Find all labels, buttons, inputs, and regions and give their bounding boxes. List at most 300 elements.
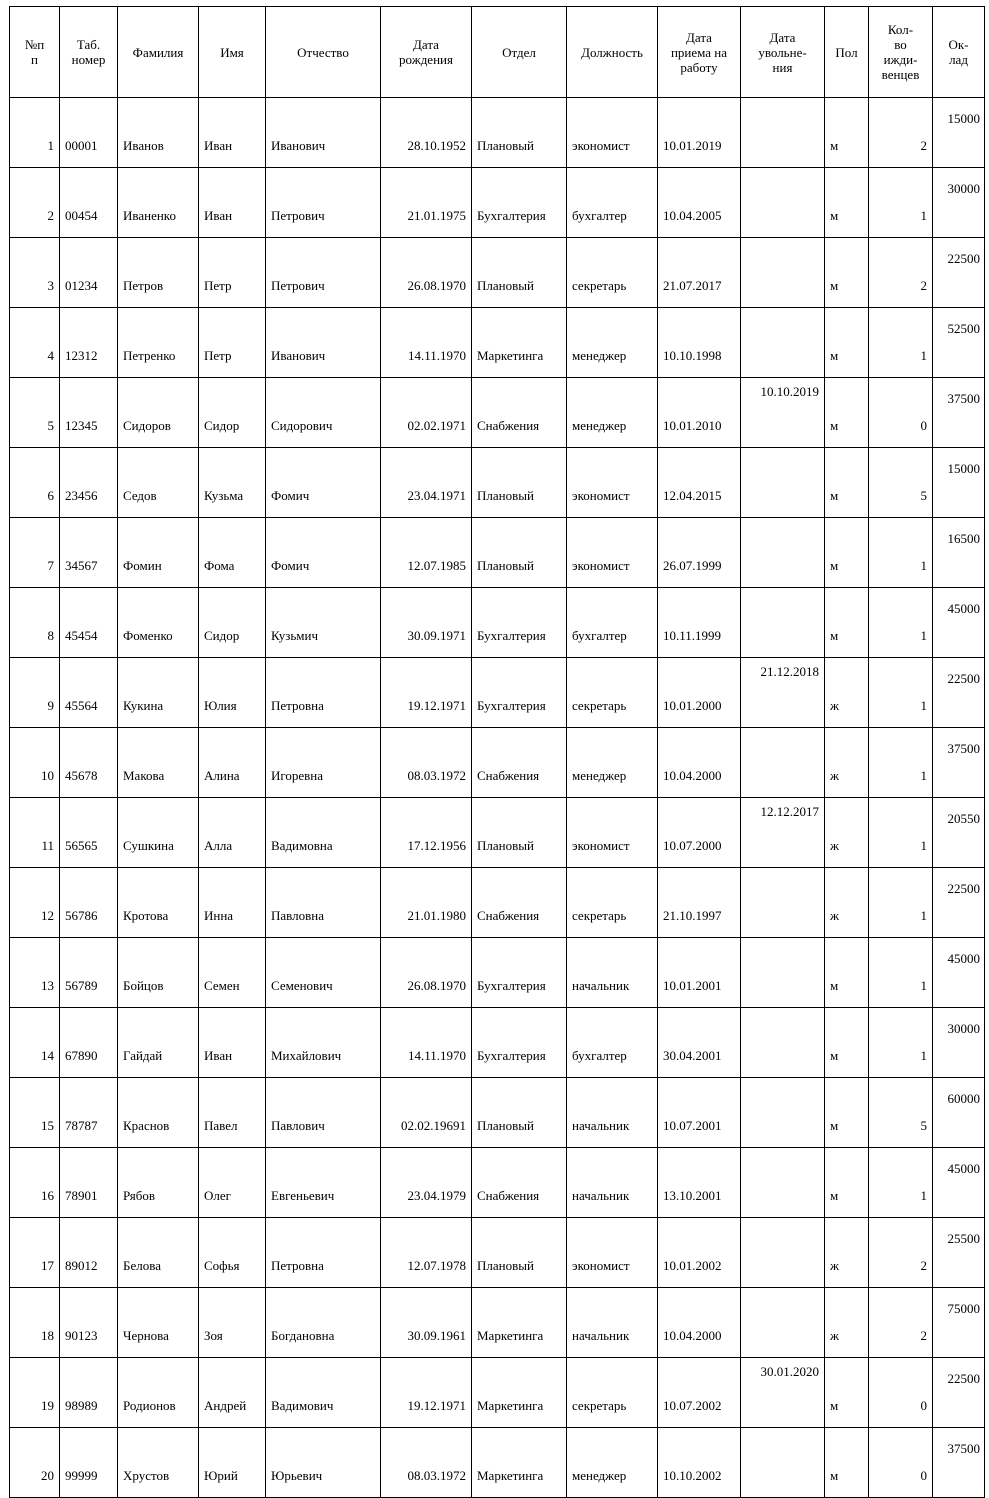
first-name-cell: Павел [199,1078,266,1148]
birth-date-cell: 26.08.1970 [381,938,472,1008]
table-row [10,238,985,308]
birth-date-cell: 21.01.1975 [381,168,472,238]
tab-number-cell: 89012 [60,1218,118,1288]
department-cell: Бухгалтерия [472,588,567,658]
sex-cell: ж [825,1218,869,1288]
position-cell: экономист [567,798,658,868]
row-number-cell: 6 [10,448,60,518]
tab-number-cell: 99999 [60,1428,118,1498]
patronymic-cell: Богдановна [266,1288,381,1358]
col-header-first-name [199,7,266,98]
tab-number-cell: 45678 [60,728,118,798]
row-number-cell: 1 [10,98,60,168]
patronymic-cell: Юрьевич [266,1428,381,1498]
last-name-cell: Петренко [118,308,199,378]
dependents-cell: 1 [869,728,933,798]
sex-cell: м [825,1078,869,1148]
dismissal-date-cell [741,1218,825,1288]
row-number-cell: 17 [10,1218,60,1288]
position-cell: менеджер [567,728,658,798]
dependents-cell: 1 [869,658,933,728]
birth-date-cell: 23.04.1979 [381,1148,472,1218]
department-cell: Плановый [472,238,567,308]
department-cell: Бухгалтерия [472,168,567,238]
hire-date-cell: 10.01.2000 [658,658,741,728]
position-cell: экономист [567,448,658,518]
row-number-cell: 18 [10,1288,60,1358]
first-name-cell: Фома [199,518,266,588]
header-text-line: Ок- [948,37,969,52]
last-name-cell: Родионов [118,1358,199,1428]
patronymic-cell: Евгеньевич [266,1148,381,1218]
patronymic-cell: Вадимовна [266,798,381,868]
position-cell: секретарь [567,238,658,308]
position-cell: секретарь [567,1358,658,1428]
department-cell: Плановый [472,448,567,518]
table-row [10,1288,985,1358]
position-cell: секретарь [567,658,658,728]
last-name-cell: Краснов [118,1078,199,1148]
dismissal-date-cell [741,588,825,658]
table-row [10,588,985,658]
table-header-row [10,7,985,98]
dependents-cell: 1 [869,168,933,238]
position-cell: бухгалтер [567,1008,658,1078]
dismissal-date-cell [741,1008,825,1078]
department-cell: Снабжения [472,1148,567,1218]
hire-date-cell: 10.07.2001 [658,1078,741,1148]
first-name-cell: Кузьма [199,448,266,518]
last-name-cell: Хрустов [118,1428,199,1498]
table-row [10,938,985,1008]
sex-cell: м [825,588,869,658]
header-text-line: приема на [670,44,728,60]
table-row [10,378,985,448]
row-number-cell: 15 [10,1078,60,1148]
dismissal-date-cell [741,518,825,588]
header-text-line: работу [680,59,718,75]
last-name-cell: Фомин [118,518,199,588]
dismissal-date-cell: 10.10.2019 [741,378,825,448]
first-name-cell: Иван [199,168,266,238]
last-name-cell: Кукина [118,658,199,728]
dismissal-date-cell: 21.12.2018 [741,658,825,728]
hire-date-cell: 10.10.1998 [658,308,741,378]
department-cell: Плановый [472,798,567,868]
last-name-cell: Сушкина [118,798,199,868]
col-header-department [472,7,567,98]
table-row [10,1008,985,1078]
header-text-line: во [894,37,907,52]
row-number-cell: 2 [10,168,60,238]
dismissal-date-cell [741,98,825,168]
table-row [10,518,985,588]
table-row [10,1078,985,1148]
salary-cell: 75000 [933,1288,985,1358]
position-cell: секретарь [567,868,658,938]
first-name-cell: Сидор [199,378,266,448]
hire-date-cell: 10.04.2005 [658,168,741,238]
dependents-cell: 1 [869,1008,933,1078]
dependents-cell: 1 [869,868,933,938]
first-name-cell: Олег [199,1148,266,1218]
first-name-cell: Андрей [199,1358,266,1428]
sex-cell: м [825,1008,869,1078]
dependents-cell: 2 [869,98,933,168]
birth-date-cell: 17.12.1956 [381,798,472,868]
dependents-cell: 1 [869,518,933,588]
patronymic-cell: Петровна [266,658,381,728]
table-row [10,98,985,168]
department-cell: Снабжения [472,728,567,798]
header-text-line: Фамилия [132,44,184,60]
header-text-line: Имя [220,44,244,60]
dismissal-date-cell [741,238,825,308]
dependents-cell: 1 [869,1148,933,1218]
sex-cell: м [825,1358,869,1428]
header-text-line: лад [949,52,968,67]
dependents-cell: 1 [869,308,933,378]
col-header-dismissal-date [741,7,825,98]
sex-cell: ж [825,658,869,728]
department-cell: Плановый [472,1218,567,1288]
table-row [10,448,985,518]
birth-date-cell: 21.01.1980 [381,868,472,938]
header-text-line: Отдел [502,44,536,60]
department-cell: Плановый [472,1078,567,1148]
tab-number-cell: 00001 [60,98,118,168]
salary-cell: 15000 [933,448,985,518]
header-text-line: Кол- [887,22,914,37]
tab-number-cell: 00454 [60,168,118,238]
patronymic-cell: Петровна [266,1218,381,1288]
dependents-cell: 0 [869,1358,933,1428]
header-text-line: Пол [835,44,858,60]
hire-date-cell: 10.07.2002 [658,1358,741,1428]
table-row [10,798,985,868]
salary-cell: 16500 [933,518,985,588]
dismissal-date-cell [741,868,825,938]
salary-cell: 30000 [933,168,985,238]
table-row [10,1358,985,1428]
birth-date-cell: 26.08.1970 [381,238,472,308]
row-number-cell: 5 [10,378,60,448]
sex-cell: м [825,238,869,308]
sex-cell: м [825,1148,869,1218]
last-name-cell: Фоменко [118,588,199,658]
header-text-line: №п [24,37,45,52]
dependents-cell: 2 [869,238,933,308]
header-text-line: Дата [686,29,712,45]
header-text-line: ния [772,59,793,75]
tab-number-cell: 45564 [60,658,118,728]
header-text-line: венцев [881,67,920,82]
tab-number-cell: 12312 [60,308,118,378]
last-name-cell: Петров [118,238,199,308]
hire-date-cell: 10.04.2000 [658,728,741,798]
table-row [10,728,985,798]
hire-date-cell: 21.07.2017 [658,238,741,308]
tab-number-cell: 34567 [60,518,118,588]
col-header-birth-date [381,7,472,98]
salary-cell: 37500 [933,378,985,448]
row-number-cell: 19 [10,1358,60,1428]
birth-date-cell: 30.09.1971 [381,588,472,658]
hire-date-cell: 10.01.2019 [658,98,741,168]
header-text-line: Таб. [76,37,101,52]
tab-number-cell: 78787 [60,1078,118,1148]
table-row [10,658,985,728]
salary-cell: 45000 [933,588,985,658]
salary-cell: 25500 [933,1218,985,1288]
hire-date-cell: 10.01.2002 [658,1218,741,1288]
first-name-cell: Инна [199,868,266,938]
department-cell: Бухгалтерия [472,658,567,728]
row-number-cell: 8 [10,588,60,658]
sex-cell: м [825,518,869,588]
birth-date-cell: 02.02.1971 [381,378,472,448]
birth-date-cell: 28.10.1952 [381,98,472,168]
hire-date-cell: 21.10.1997 [658,868,741,938]
patronymic-cell: Фомич [266,518,381,588]
position-cell: экономист [567,98,658,168]
patronymic-cell: Павлович [266,1078,381,1148]
dependents-cell: 0 [869,1428,933,1498]
patronymic-cell: Сидорович [266,378,381,448]
salary-cell: 60000 [933,1078,985,1148]
first-name-cell: Петр [199,308,266,378]
col-header-patronymic [266,7,381,98]
sex-cell: м [825,1428,869,1498]
row-number-cell: 16 [10,1148,60,1218]
hire-date-cell: 10.10.2002 [658,1428,741,1498]
dependents-cell: 5 [869,448,933,518]
patronymic-cell: Петрович [266,168,381,238]
hire-date-cell: 10.04.2000 [658,1288,741,1358]
birth-date-cell: 08.03.1972 [381,728,472,798]
birth-date-cell: 30.09.1961 [381,1288,472,1358]
patronymic-cell: Кузьмич [266,588,381,658]
department-cell: Маркетинга [472,1358,567,1428]
hire-date-cell: 12.04.2015 [658,448,741,518]
department-cell: Бухгалтерия [472,1008,567,1078]
hire-date-cell: 10.01.2001 [658,938,741,1008]
position-cell: начальник [567,1078,658,1148]
birth-date-cell: 02.02.19691 [381,1078,472,1148]
header-text-line: Отчество [297,44,349,60]
dependents-cell: 1 [869,938,933,1008]
position-cell: начальник [567,1288,658,1358]
dismissal-date-cell [741,938,825,1008]
row-number-cell: 13 [10,938,60,1008]
position-cell: менеджер [567,378,658,448]
birth-date-cell: 08.03.1972 [381,1428,472,1498]
last-name-cell: Иваненко [118,168,199,238]
birth-date-cell: 23.04.1971 [381,448,472,518]
dependents-cell: 1 [869,798,933,868]
dismissal-date-cell [741,1078,825,1148]
birth-date-cell: 12.07.1978 [381,1218,472,1288]
first-name-cell: Петр [199,238,266,308]
hire-date-cell: 13.10.2001 [658,1148,741,1218]
first-name-cell: Алина [199,728,266,798]
tab-number-cell: 67890 [60,1008,118,1078]
table-row [10,868,985,938]
table-row [10,308,985,378]
birth-date-cell: 19.12.1971 [381,658,472,728]
tab-number-cell: 01234 [60,238,118,308]
row-number-cell: 9 [10,658,60,728]
last-name-cell: Белова [118,1218,199,1288]
first-name-cell: Юлия [199,658,266,728]
tab-number-cell: 98989 [60,1358,118,1428]
dependents-cell: 0 [869,378,933,448]
dismissal-date-cell: 30.01.2020 [741,1358,825,1428]
department-cell: Маркетинга [472,308,567,378]
dismissal-date-cell [741,308,825,378]
col-header-tab-number [60,7,118,98]
department-cell: Плановый [472,518,567,588]
salary-cell: 22500 [933,238,985,308]
sex-cell: м [825,308,869,378]
table-row [10,1428,985,1498]
position-cell: менеджер [567,1428,658,1498]
hire-date-cell: 26.07.1999 [658,518,741,588]
sex-cell: ж [825,868,869,938]
hire-date-cell: 10.07.2000 [658,798,741,868]
table-row [10,1148,985,1218]
position-cell: начальник [567,938,658,1008]
row-number-cell: 12 [10,868,60,938]
col-header-last-name [118,7,199,98]
col-header-row-number [10,7,60,98]
employee-table [9,6,985,1498]
position-cell: бухгалтер [567,168,658,238]
dismissal-date-cell [741,1288,825,1358]
sex-cell: м [825,448,869,518]
dismissal-date-cell [741,1148,825,1218]
first-name-cell: Зоя [199,1288,266,1358]
table-row [10,168,985,238]
department-cell: Маркетинга [472,1288,567,1358]
col-header-salary [933,7,985,98]
salary-cell: 22500 [933,1358,985,1428]
dismissal-date-cell [741,728,825,798]
sex-cell: м [825,378,869,448]
first-name-cell: Семен [199,938,266,1008]
col-header-position [567,7,658,98]
dismissal-date-cell: 12.12.2017 [741,798,825,868]
last-name-cell: Сидоров [118,378,199,448]
birth-date-cell: 14.11.1970 [381,1008,472,1078]
employee-table-container [9,6,984,1498]
birth-date-cell: 14.11.1970 [381,308,472,378]
tab-number-cell: 56789 [60,938,118,1008]
row-number-cell: 3 [10,238,60,308]
tab-number-cell: 90123 [60,1288,118,1358]
salary-cell: 30000 [933,1008,985,1078]
sex-cell: м [825,938,869,1008]
department-cell: Снабжения [472,868,567,938]
dismissal-date-cell [741,1428,825,1498]
dependents-cell: 2 [869,1218,933,1288]
header-text-line: ижди- [883,52,918,67]
patronymic-cell: Семенович [266,938,381,1008]
last-name-cell: Чернова [118,1288,199,1358]
department-cell: Бухгалтерия [472,938,567,1008]
row-number-cell: 10 [10,728,60,798]
first-name-cell: Алла [199,798,266,868]
last-name-cell: Кротова [118,868,199,938]
dismissal-date-cell [741,168,825,238]
patronymic-cell: Иванович [266,308,381,378]
sex-cell: ж [825,728,869,798]
position-cell: бухгалтер [567,588,658,658]
department-cell: Снабжения [472,378,567,448]
header-text-line: Дата [413,37,439,52]
salary-cell: 22500 [933,658,985,728]
first-name-cell: Иван [199,1008,266,1078]
birth-date-cell: 19.12.1971 [381,1358,472,1428]
row-number-cell: 11 [10,798,60,868]
department-cell: Маркетинга [472,1428,567,1498]
row-number-cell: 7 [10,518,60,588]
dependents-cell: 5 [869,1078,933,1148]
patronymic-cell: Михайлович [266,1008,381,1078]
salary-cell: 52500 [933,308,985,378]
salary-cell: 15000 [933,98,985,168]
position-cell: экономист [567,1218,658,1288]
salary-cell: 45000 [933,1148,985,1218]
tab-number-cell: 23456 [60,448,118,518]
salary-cell: 37500 [933,728,985,798]
salary-cell: 20550 [933,798,985,868]
header-text-line: увольне- [758,44,807,60]
last-name-cell: Гайдай [118,1008,199,1078]
position-cell: экономист [567,518,658,588]
patronymic-cell: Фомич [266,448,381,518]
sex-cell: м [825,168,869,238]
sex-cell: м [825,98,869,168]
row-number-cell: 14 [10,1008,60,1078]
first-name-cell: Иван [199,98,266,168]
sex-cell: ж [825,1288,869,1358]
header-text-line: номер [71,52,106,67]
patronymic-cell: Иванович [266,98,381,168]
last-name-cell: Рябов [118,1148,199,1218]
row-number-cell: 4 [10,308,60,378]
last-name-cell: Макова [118,728,199,798]
header-text-line: п [31,52,38,67]
tab-number-cell: 45454 [60,588,118,658]
dependents-cell: 2 [869,1288,933,1358]
department-cell: Плановый [472,98,567,168]
tab-number-cell: 56786 [60,868,118,938]
patronymic-cell: Петрович [266,238,381,308]
sex-cell: ж [825,798,869,868]
first-name-cell: Софья [199,1218,266,1288]
position-cell: начальник [567,1148,658,1218]
row-number-cell: 20 [10,1428,60,1498]
patronymic-cell: Игоревна [266,728,381,798]
first-name-cell: Сидор [199,588,266,658]
col-header-dependents [869,7,933,98]
patronymic-cell: Павловна [266,868,381,938]
dependents-cell: 1 [869,588,933,658]
salary-cell: 22500 [933,868,985,938]
hire-date-cell: 10.11.1999 [658,588,741,658]
header-text-line: Дата [769,29,796,45]
